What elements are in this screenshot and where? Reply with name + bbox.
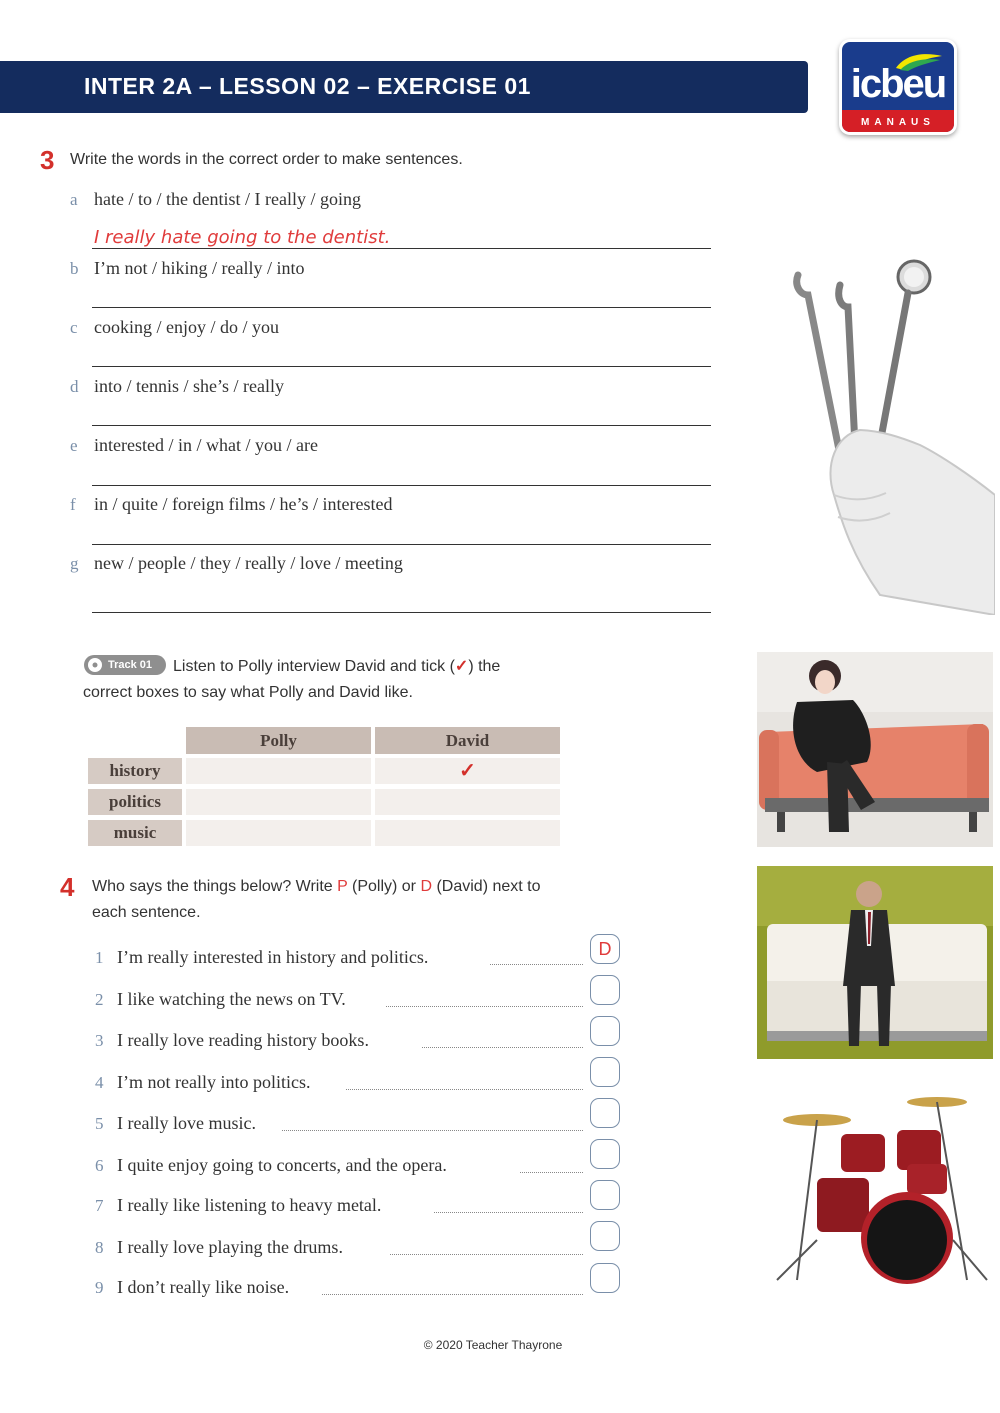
answer-box[interactable] [590, 1221, 620, 1251]
item-letter: g [70, 554, 79, 573]
david-photo [757, 866, 993, 1059]
answer-line[interactable] [92, 366, 711, 367]
icbeu-logo [842, 42, 954, 132]
item-number: 9 [95, 1278, 104, 1297]
item-prompt: new / people / they / really / love / meeting [94, 553, 403, 573]
listening-instruction-part1: Listen to Polly interview David and tick ( [173, 658, 455, 675]
answer-line[interactable] [92, 307, 711, 308]
dotted-line [490, 964, 583, 965]
drum-kit-image [757, 1090, 993, 1290]
track-badge[interactable] [84, 655, 166, 675]
item-number: 8 [95, 1238, 104, 1257]
table-cell[interactable] [186, 820, 371, 846]
answer-box[interactable] [590, 1016, 620, 1046]
item-sentence: I like watching the news on TV. [117, 989, 346, 1009]
logo-word: icbeu [850, 62, 946, 106]
answer-line[interactable] [92, 612, 711, 613]
answer-line[interactable] [92, 544, 711, 545]
david-text: (David) next to [432, 878, 541, 895]
item-number: 3 [95, 1031, 104, 1050]
exercise-4-instruction-part1: Who says the things below? Write [92, 878, 338, 895]
listening-instruction [173, 656, 500, 676]
table-cell[interactable] [375, 820, 560, 846]
item-sentence: I don’t really like noise. [117, 1277, 290, 1297]
polly-text: (Polly) or [347, 878, 421, 895]
item-letter: a [70, 190, 78, 209]
table-header-david: David [375, 727, 560, 754]
table-cell-tick[interactable]: ✓ [375, 758, 560, 784]
p-letter: P [337, 878, 348, 895]
dotted-line [386, 1006, 583, 1007]
item-sentence: I really like listening to heavy metal. [117, 1195, 382, 1215]
dotted-line [422, 1047, 583, 1048]
item-letter: d [70, 377, 79, 396]
item-sentence: I’m not really into politics. [117, 1072, 311, 1092]
logo-subtitle: MANAUS [861, 117, 935, 128]
item-sentence: I really love music. [117, 1113, 256, 1133]
answer-line[interactable] [92, 485, 711, 486]
table-row-label: history [88, 758, 182, 784]
dotted-line [434, 1212, 583, 1213]
exercise-4-instruction-line2: each sentence. [92, 904, 201, 921]
table-header-polly: Polly [186, 727, 371, 754]
item-prompt: cooking / enjoy / do / you [94, 317, 279, 337]
tick-icon: ✓ [454, 658, 469, 675]
item-number: 1 [95, 948, 104, 967]
exercise-4-number: 4 [60, 872, 75, 902]
d-letter: D [420, 878, 433, 895]
dotted-line [346, 1089, 583, 1090]
item-sentence: I really love reading history books. [117, 1030, 369, 1050]
dotted-line [390, 1254, 583, 1255]
page-title: INTER 2A – LESSON 02 – EXERCISE 01 [84, 73, 531, 99]
answer-line[interactable] [92, 425, 711, 426]
item-prompt: into / tennis / she’s / really [94, 376, 284, 396]
item-sentence: I quite enjoy going to concerts, and the opera. [117, 1155, 447, 1175]
table-cell[interactable] [186, 789, 371, 815]
item-prompt: hate / to / the dentist / I really / going [94, 189, 361, 209]
listening-instruction-part2: ) the [468, 658, 501, 675]
item-number: 6 [95, 1156, 104, 1175]
table-cell[interactable] [186, 758, 371, 784]
item-letter: c [70, 318, 78, 337]
item-letter: b [70, 259, 79, 278]
track-label: Track 01 [108, 659, 153, 671]
exercise-3-number: 3 [40, 145, 55, 175]
item-prompt: I’m not / hiking / really / into [94, 258, 305, 278]
answer-box[interactable] [590, 1180, 620, 1210]
item-sentence: I really love playing the drums. [117, 1237, 343, 1257]
answer-box[interactable] [590, 1139, 620, 1169]
item-number: 5 [95, 1114, 104, 1133]
item-sentence: I’m really interested in history and politics. [117, 947, 429, 967]
item-number: 7 [95, 1196, 104, 1215]
item-prompt: interested / in / what / you / are [94, 435, 318, 455]
listening-instruction-line2: correct boxes to say what Polly and David like. [83, 684, 413, 701]
answer-box[interactable] [590, 1098, 620, 1128]
item-letter: f [70, 495, 76, 514]
answer-box[interactable] [590, 1057, 620, 1087]
table-row-label: music [88, 820, 182, 846]
answer-box[interactable]: D [590, 934, 620, 964]
dotted-line [322, 1294, 583, 1295]
play-icon [88, 658, 102, 672]
item-number: 2 [95, 990, 104, 1009]
exercise-4-instruction [92, 878, 541, 896]
answer-line[interactable] [92, 248, 711, 249]
dotted-line [520, 1172, 583, 1173]
footer-copyright: © 2020 Teacher Thayrone [423, 1338, 563, 1352]
item-answer[interactable]: I really hate going to the dentist. [94, 227, 391, 248]
dental-tools-image [790, 255, 995, 615]
answer-box[interactable] [590, 975, 620, 1005]
table-cell[interactable] [375, 789, 560, 815]
item-number: 4 [95, 1073, 104, 1092]
item-letter: e [70, 436, 78, 455]
polly-photo [757, 652, 993, 847]
item-prompt: in / quite / foreign films / he’s / interested [94, 494, 393, 514]
dotted-line [282, 1130, 583, 1131]
exercise-3-instruction: Write the words in the correct order to make sentences. [70, 151, 463, 168]
answer-box[interactable] [590, 1263, 620, 1293]
table-row-label: politics [88, 789, 182, 815]
